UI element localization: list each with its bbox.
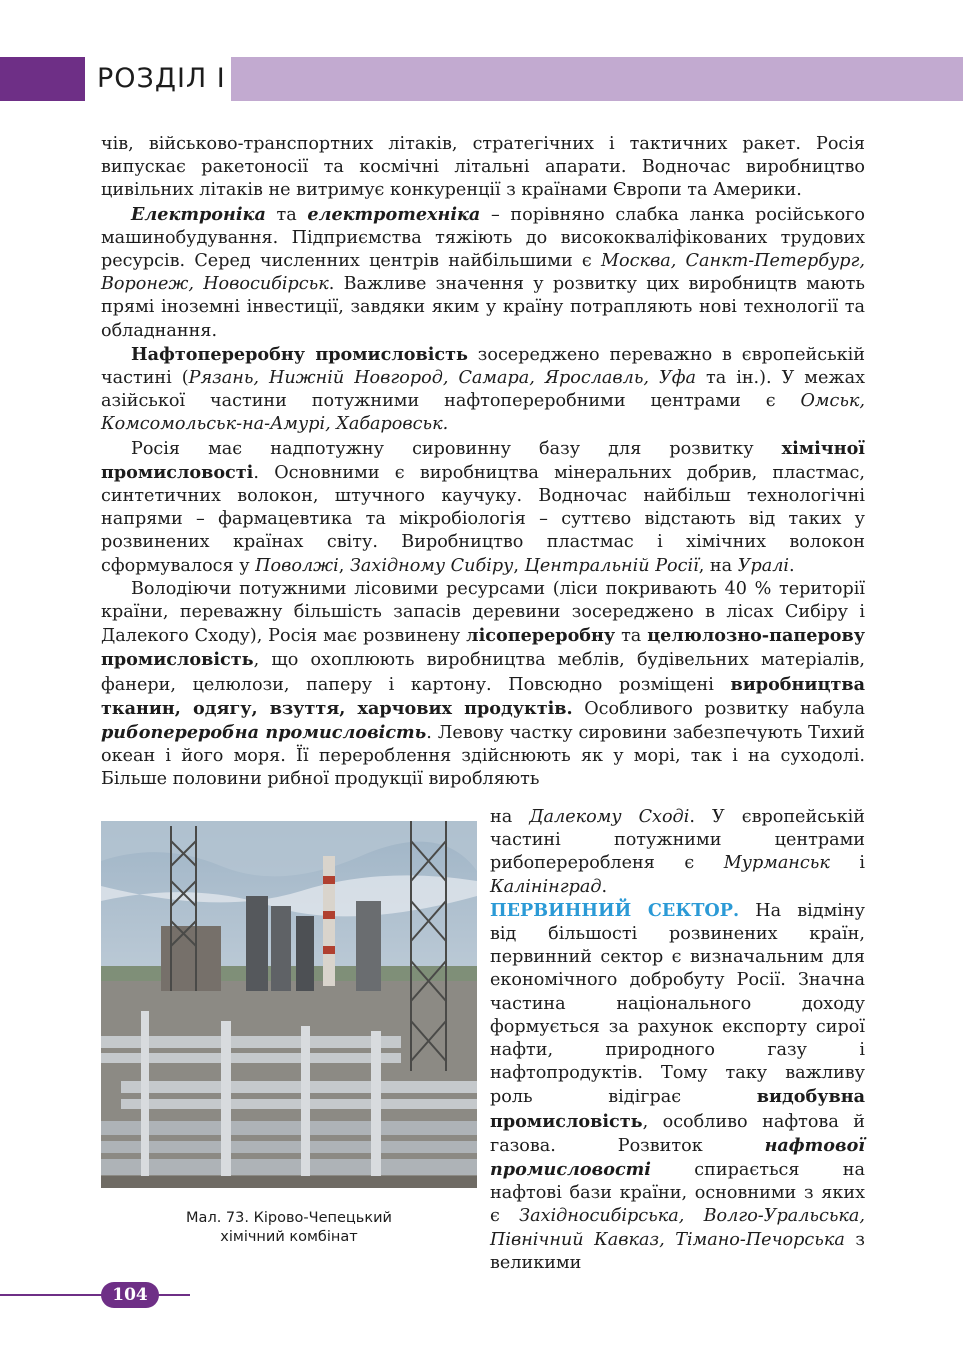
- right-column-text: [490, 806, 865, 1275]
- term-oil-industry: нафтової промисловості: [490, 1134, 865, 1181]
- page-number: 104: [101, 1282, 159, 1308]
- footer-rule: [0, 1294, 190, 1296]
- header-bar: [231, 57, 963, 101]
- paragraph-primary-sector: ПЕРВИННИЙ СЕКТОР. На відміну від більшості розвинених країн, первинний сектор є визначальним для економічного добробуту Росії. Значна частина національного доходу формується за рахунок експорту сирої нафти, природного газу і нафтопродуктів. Тому таку важливу роль відіграє видобувна промисловість, особливо нафтова й газова. Розвиток нафтової промисловості спирається на нафтові бази країни, основними з яких є Західносибірська, Волго-Уральська, Північний Кавказ, Тімано-Печорська з великими: [490, 899, 865, 1273]
- main-text: [101, 133, 865, 792]
- cities-asian: Омськ, Комсомольськ-на-Амурі, Хабаровськ.: [101, 391, 865, 435]
- chemical-plant-photo: [101, 821, 477, 1188]
- term-extractive: видобувна промисловість: [490, 1086, 865, 1132]
- chemical-plant-illustration: [101, 821, 477, 1188]
- subsection-heading: ПЕРВИННИЙ СЕКТОР.: [490, 899, 740, 921]
- term-chemical: хімічної промисловості: [101, 437, 865, 483]
- term-pulp-paper: целюлозно-паперову промисловість: [101, 625, 865, 671]
- paragraph-chemical: Росія має надпотужну сировинну базу для розвитку хімічної промисловості. Основними є виробництва мінеральних добрив, пластмас, синтетичних волокон, штучного каучуку. Водночас найбільш технологічні напрями – фармацевтика та мікробіологія – суттєво відстають від таких у розвинених країнах світу. Виробництво пластмас і хімічних волокон сформувалося у Поволжі, Західному Сибіру, Центральній Росії, на Уралі.: [101, 437, 865, 576]
- header-accent-block: [0, 57, 85, 101]
- figure-caption: Мал. 73. Кірово-Чепецький хімічний комбінат: [186, 1210, 392, 1245]
- paragraph-fish-centers: на Далекому Сході. У європейській частині потужними центрами рибопереробленя є Мурманськ і Калінінград.: [490, 807, 865, 897]
- paragraph-oil-refining: Нафтопереробну промисловість зосереджено переважно в європейській частині (Рязань, Нижній Новгород, Самара, Ярославль, Уфа та ін.). У межах азійської частини потужними нафтопереробними центрами є Омськ, Комсомольськ-на-Амурі, Хабаровськ.: [101, 343, 866, 435]
- term-electrical: електротехніка: [307, 203, 481, 225]
- cities-european: Рязань, Нижній Новгород, Самара, Ярославль, Уфа: [188, 368, 696, 389]
- cities-electronics: Москва, Санкт-Петербург, Воронеж, Новосибірськ: [101, 251, 866, 295]
- term-consumer-goods: виробництва тканин, одягу, взуття, харчових продуктів.: [101, 673, 865, 719]
- term-wood-processing: лісопереробну: [466, 625, 616, 647]
- paragraph-electronics: Електроніка та електротехніка – порівняно слабка ланка російського машинобудування. Підприємства тяжіють до висококваліфікованих трудових ресурсів. Серед численних центрів найбільшими є Москва, Санкт-Петербург, Воронеж, Новосибірськ. Важливе значення у розвитку цих виробництв мають прямі іноземні інвестиції, завдяки яким у країну потрапляють нові технології та обладнання.: [101, 203, 866, 341]
- term-electronics: Електроніка: [131, 203, 266, 225]
- section-title: РОЗДІЛ І: [97, 63, 226, 94]
- term-fish-processing: рибопереробна промисловість: [101, 722, 427, 744]
- paragraph-forestry: Володіючи потужними лісовими ресурсами (ліси покривають 40 % території країни, переважну більшість запасів деревини зосереджено в лісах Сибіру і Далекого Сходу), Росія має розвинену лісопереробну та целюлозно-паперову промисловість, що охоплюють виробництва меблів, будівельних матеріалів, фанери, целюлози, паперу і картону. Повсюдно розміщені виробництва тканин, одягу, взуття, харчових продуктів. Особливого розвитку набула рибопереробна промисловість. Левову частку сировини забезпечують Тихий океан і його моря. Її перероблення здійснюють як у морі, так і на суходолі. Більше половини рибної продукції виробляють: [101, 578, 866, 790]
- paragraph-aircraft: чів, військово-транспортних літаків, стратегічних і тактичних ракет. Росія випускає ракетоносії та космічні літальні апарати. Водночас виробництво цивільних літаків не витримує конкуренції з країнами Європи та Америки.: [101, 134, 865, 201]
- oil-bases: Західносибірська, Волго-Уральська, Північний Кавказ, Тімано-Печорська: [490, 1206, 865, 1250]
- term-oil-refining: Нафтопереробну промисловість: [131, 343, 468, 365]
